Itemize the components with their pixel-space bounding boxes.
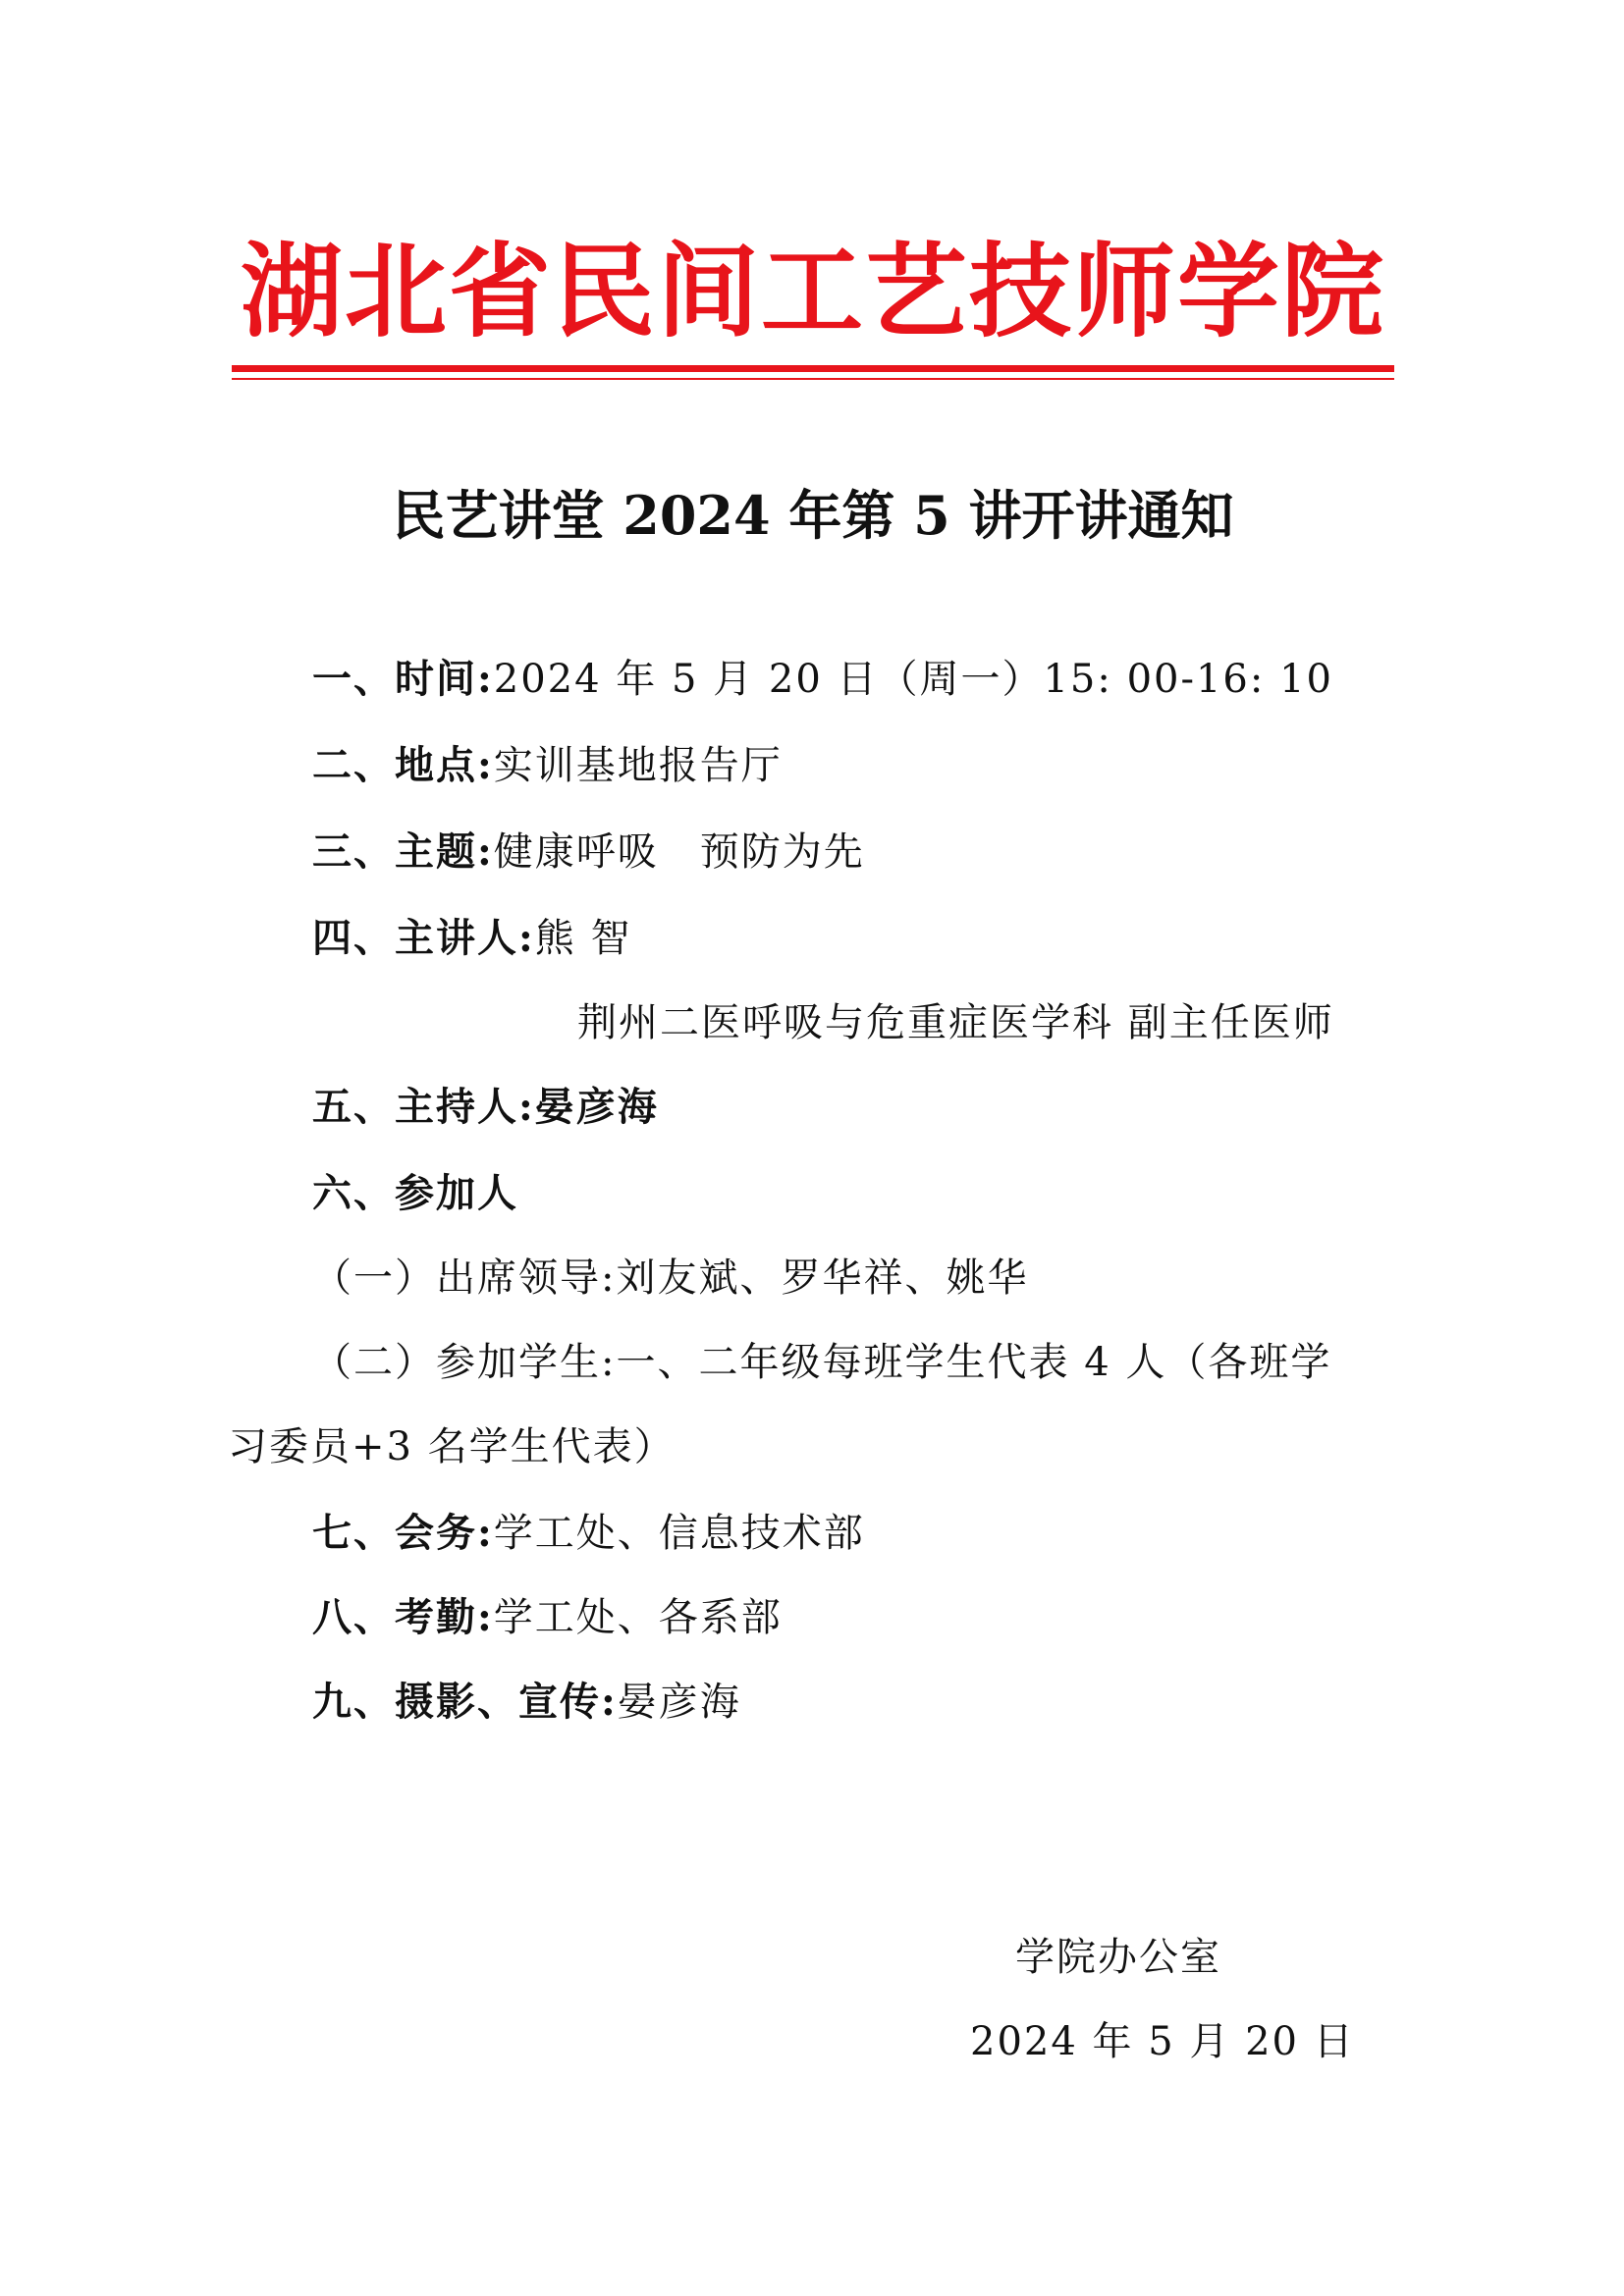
item-speaker-detail: 荆州二医呼吸与危重症医学科 副主任医师: [577, 1000, 1334, 1045]
item-host: [312, 1080, 659, 1135]
item-leaders: [312, 1251, 1028, 1306]
item-location-label: 二、地点:: [312, 742, 494, 788]
masthead-title: 湖北省民间工艺技师学院: [240, 232, 1385, 351]
item-students-value-line1: 一、二年级每班学生代表 4 人（各班学: [616, 1340, 1332, 1385]
item-photo-label: 九、摄影、宣传:: [312, 1679, 618, 1725]
item-attendance-value: 学工处、各系部: [493, 1595, 783, 1640]
notice-title: 民艺讲堂 2024 年第 5 讲开讲通知: [392, 484, 1234, 547]
item-attendance-label: 八、考勤:: [312, 1594, 494, 1640]
item-topic-label: 三、主题:: [312, 828, 494, 875]
item-affairs-label: 七、会务:: [312, 1510, 494, 1556]
item-photo-value: 晏彦海: [617, 1680, 741, 1725]
masthead-rule-thin: [232, 378, 1394, 380]
item-participants: 六、参加人: [312, 1170, 518, 1216]
item-time-value: 2024 年 5 月 20 日（周一）15: 00-16: 10: [493, 657, 1333, 702]
item-speaker-value: 熊 智: [534, 916, 632, 961]
signature-office: 学院办公室: [1015, 1935, 1221, 1980]
item-attendance: [312, 1590, 783, 1645]
signature-date: 2024 年 5 月 20 日: [970, 2019, 1355, 2064]
item-location: [312, 738, 783, 793]
item-host-label: 五、主持人:: [312, 1084, 535, 1130]
item-students: [312, 1335, 1331, 1390]
item-topic: [312, 825, 865, 880]
item-leaders-label: （一）出席领导:: [312, 1255, 617, 1301]
item-host-value: 晏彦海: [534, 1084, 659, 1130]
item-students-label: （二）参加学生:: [312, 1340, 617, 1385]
item-speaker: [312, 911, 631, 966]
item-speaker-label: 四、主讲人:: [312, 915, 535, 961]
item-photo: [312, 1675, 741, 1730]
item-students-value-line2: 习委员+3 名学生代表）: [228, 1424, 676, 1469]
item-time: [312, 652, 1333, 707]
item-affairs: [312, 1506, 865, 1561]
item-leaders-value: 刘友斌、罗华祥、姚华: [616, 1255, 1029, 1301]
masthead-rule-thick: [232, 365, 1394, 372]
item-location-value: 实训基地报告厅: [493, 743, 783, 788]
item-time-label: 一、时间:: [312, 656, 494, 702]
item-topic-value: 健康呼吸 预防为先: [493, 829, 865, 875]
item-affairs-value: 学工处、信息技术部: [493, 1511, 865, 1556]
